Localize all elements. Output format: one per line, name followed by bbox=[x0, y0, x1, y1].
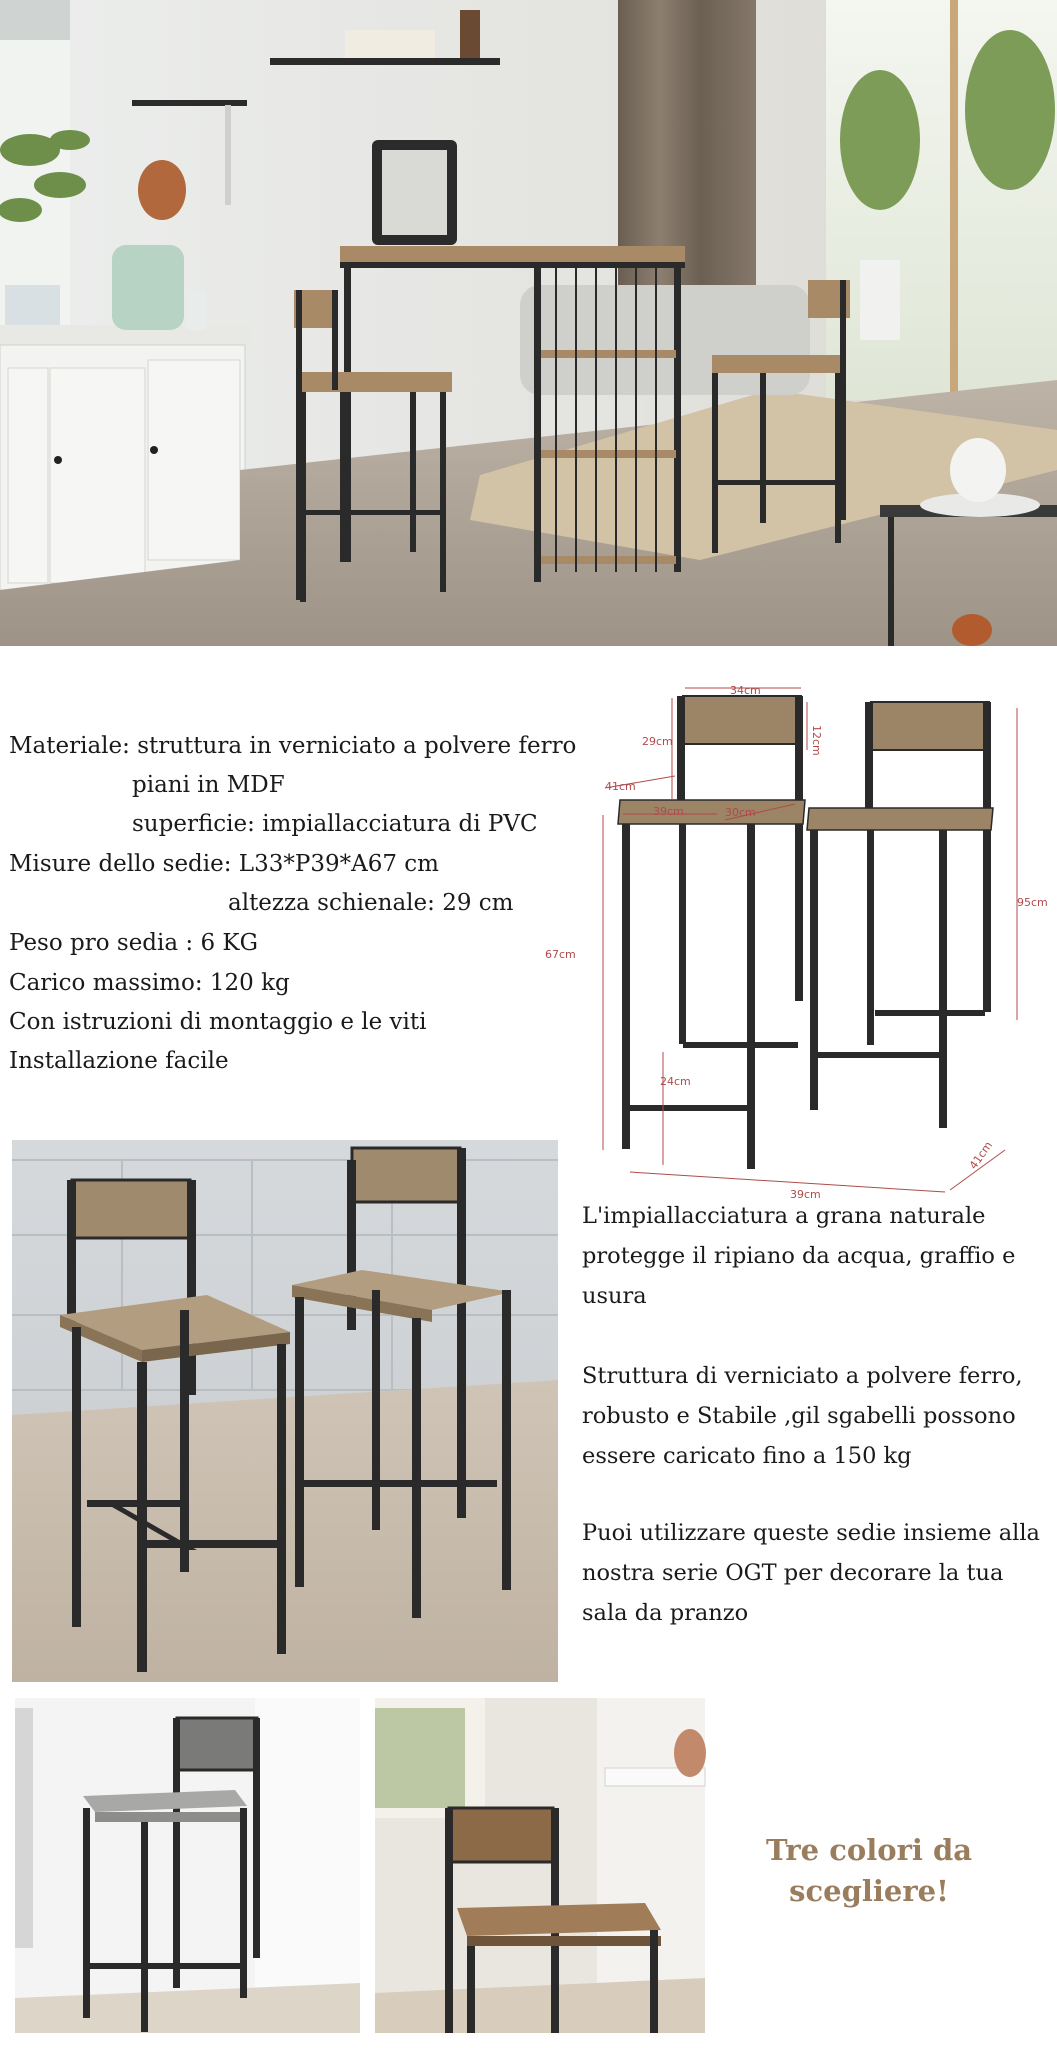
spec-backrest-height: altezza schienale: 29 cm bbox=[228, 890, 514, 916]
dim-back-height: 12cm bbox=[810, 725, 823, 756]
dim-seat-height: 67cm bbox=[545, 948, 576, 961]
two-stools-photo bbox=[12, 1140, 558, 1682]
oak-stool-photo bbox=[375, 1698, 705, 2033]
dim-total-height: 95cm bbox=[1017, 896, 1048, 909]
grey-stool-photo bbox=[15, 1698, 360, 2033]
dimension-diagram bbox=[545, 680, 1057, 1201]
hero-room-photo bbox=[0, 0, 1057, 646]
dim-footrest-height: 24cm bbox=[660, 1075, 691, 1088]
spec-material: Materiale: struttura in verniciato a polvere ferro bbox=[9, 733, 577, 759]
spec-list bbox=[0, 725, 577, 1085]
dim-base-width: 39cm bbox=[790, 1188, 821, 1201]
spec-assembly: Con istruzioni di montaggio e le viti bbox=[9, 1009, 427, 1035]
spec-weight: Peso pro sedia : 6 KG bbox=[9, 930, 258, 956]
dim-seat-depth-top: 41cm bbox=[605, 780, 636, 793]
feature-ogt-series: Puoi utilizzare queste sedie insieme alla nostra serie OGT per decorare la tua sala da pranzo bbox=[582, 1520, 1040, 1626]
promo-line-1: Tre colori da bbox=[765, 1833, 973, 1867]
dim-back-height-total: 29cm bbox=[642, 735, 673, 748]
spec-material-surface: superficie: impiallacciatura di PVC bbox=[132, 811, 538, 837]
dim-seat-depth: 30cm bbox=[725, 806, 756, 819]
stool-right-drawing bbox=[807, 702, 993, 1128]
spec-installation: Installazione facile bbox=[9, 1048, 229, 1074]
stool-left-drawing bbox=[618, 696, 805, 1169]
spec-max-load: Carico massimo: 120 kg bbox=[9, 970, 290, 996]
feature-structure: Struttura di verniciato a polvere ferro, robusto e Stabile ,gil sgabelli possono essere caricato fino a 150 kg bbox=[582, 1363, 1023, 1469]
spec-material-top: piani in MDF bbox=[132, 772, 285, 798]
spec-dimensions: Misure dello sedie: L33*P39*A67 cm bbox=[9, 851, 439, 877]
dim-seat-width: 39cm bbox=[653, 805, 684, 818]
dim-back-width: 34cm bbox=[730, 684, 761, 697]
feature-veneer: L'impiallacciatura a grana naturale protegge il ripiano da acqua, graffio e usura bbox=[582, 1203, 1016, 1309]
colors-promo bbox=[744, 1830, 994, 1912]
dim-base-depth: 41cm bbox=[966, 1139, 996, 1172]
promo-line-2: scegliere! bbox=[789, 1874, 949, 1908]
